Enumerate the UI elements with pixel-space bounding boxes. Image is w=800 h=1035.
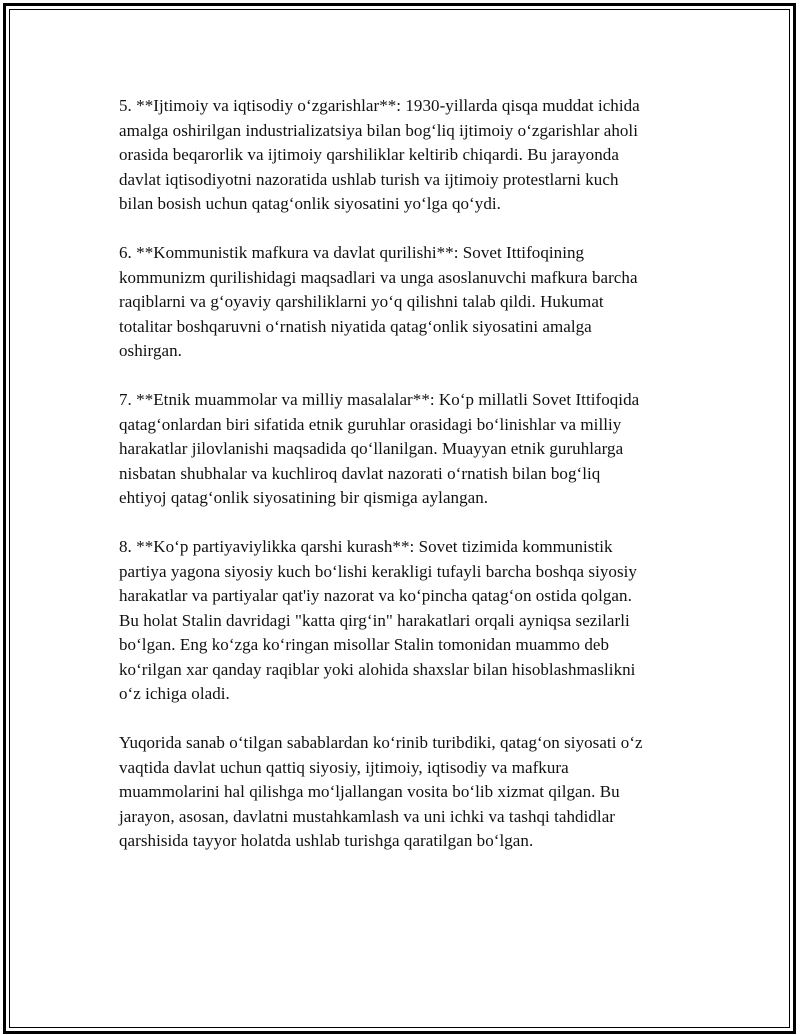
text-line: muammolarini hal qilishga mo‘ljallangan vosita bo‘lib xizmat qilgan. Bu [119,782,620,801]
text-line: davlat iqtisodiyotni nazoratida ushlab turish va ijtimoiy protestlarni kuch [119,169,619,189]
text-line: kommunizm qurilishidagi maqsadlari va unga asoslanuvchi mafkura barcha [119,267,638,287]
text-line: jarayon, asosan, davlatni mustahkamlash va uni ichki va tashqi tahdidlar [119,806,616,826]
text-line: nisbatan shubhalar va kuchliroq davlat nazorati o‘rnatish bilan bog‘liq [119,463,601,483]
text-line: raqiblarni va g‘oyaviy qarshiliklarni yo‘q qilishni talab qildi. Hukumat [119,292,604,311]
document-body [119,94,689,854]
text-line: 8. **Ko‘p partiyaviylikka qarshi kurash**: Sovet tizimida kommunistik [119,537,613,556]
text-line: totalitar boshqaruvni o‘rnatish niyatida qatag‘onlik siyosatini amalga [119,316,592,336]
text-line: Bu holat Stalin davridagi "katta qirg‘in" harakatlari orqali ayniqsa sezilarli [119,610,630,630]
text-line: amalga oshirilgan industrializatsiya bilan bog‘liq ijtimoiy o‘zgarishlar aholi [119,120,638,140]
paragraph-communist-ideology [119,241,689,364]
text-line: orasida beqarorlik va ijtimoiy qarshiliklar keltirib chiqardi. Bu jarayonda [119,145,619,164]
paragraph-multiparty-struggle [119,535,689,707]
text-line: ehtiyoj qatag‘onlik siyosatining bir qismiga aylangan. [119,488,489,507]
text-line: harakatlar jilovlanishi maqsadida qo‘llanilgan. Muayyan etnik guruhlarga [119,439,624,458]
text-line: 7. **Etnik muammolar va milliy masalalar**: Ko‘p millatli Sovet Ittifoqida [119,390,640,409]
text-line: ko‘rilgan xar qanday raqiblar yoki alohida shaxslar bilan hisoblashmaslikni [119,659,636,679]
text-line: 5. **Ijtimoiy va iqtisodiy o‘zgarishlar**: 1930-yillarda qisqa muddat ichida [119,96,640,115]
text-line: oshirgan. [119,341,182,360]
paragraph-ethnic-issues [119,388,689,511]
paragraph-social-economic-changes [119,94,689,217]
text-line: qarshisida tayyor holatda ushlab turishga qaratilgan bo‘lgan. [119,831,534,850]
text-line: harakatlar va partiyalar qat'iy nazorat va ko‘pincha qatag‘on ostida qolgan. [119,586,632,605]
paragraph-conclusion [119,731,689,854]
text-line: qatag‘onlardan biri sifatida etnik guruhlar orasidagi bo‘linishlar va milliy [119,414,622,434]
text-line: vaqtida davlat uchun qattiq siyosiy, ijtimoiy, iqtisodiy va mafkura [119,757,569,777]
text-line: Yuqorida sanab o‘tilgan sabablardan ko‘rinib turibdiki, qatag‘on siyosati o‘z [119,733,643,752]
text-line: 6. **Kommunistik mafkura va davlat qurilishi**: Sovet Ittifoqining [119,243,585,262]
text-line: o‘z ichiga oladi. [119,684,230,703]
text-line: bilan bosish uchun qatag‘onlik siyosatini yo‘lga qo‘ydi. [119,194,501,213]
text-line: bo‘lgan. Eng ko‘zga ko‘ringan misollar Stalin tomonidan muammo deb [119,635,610,654]
text-line: partiya yagona siyosiy kuch bo‘lishi kerakligi tufayli barcha boshqa siyosiy [119,561,637,581]
